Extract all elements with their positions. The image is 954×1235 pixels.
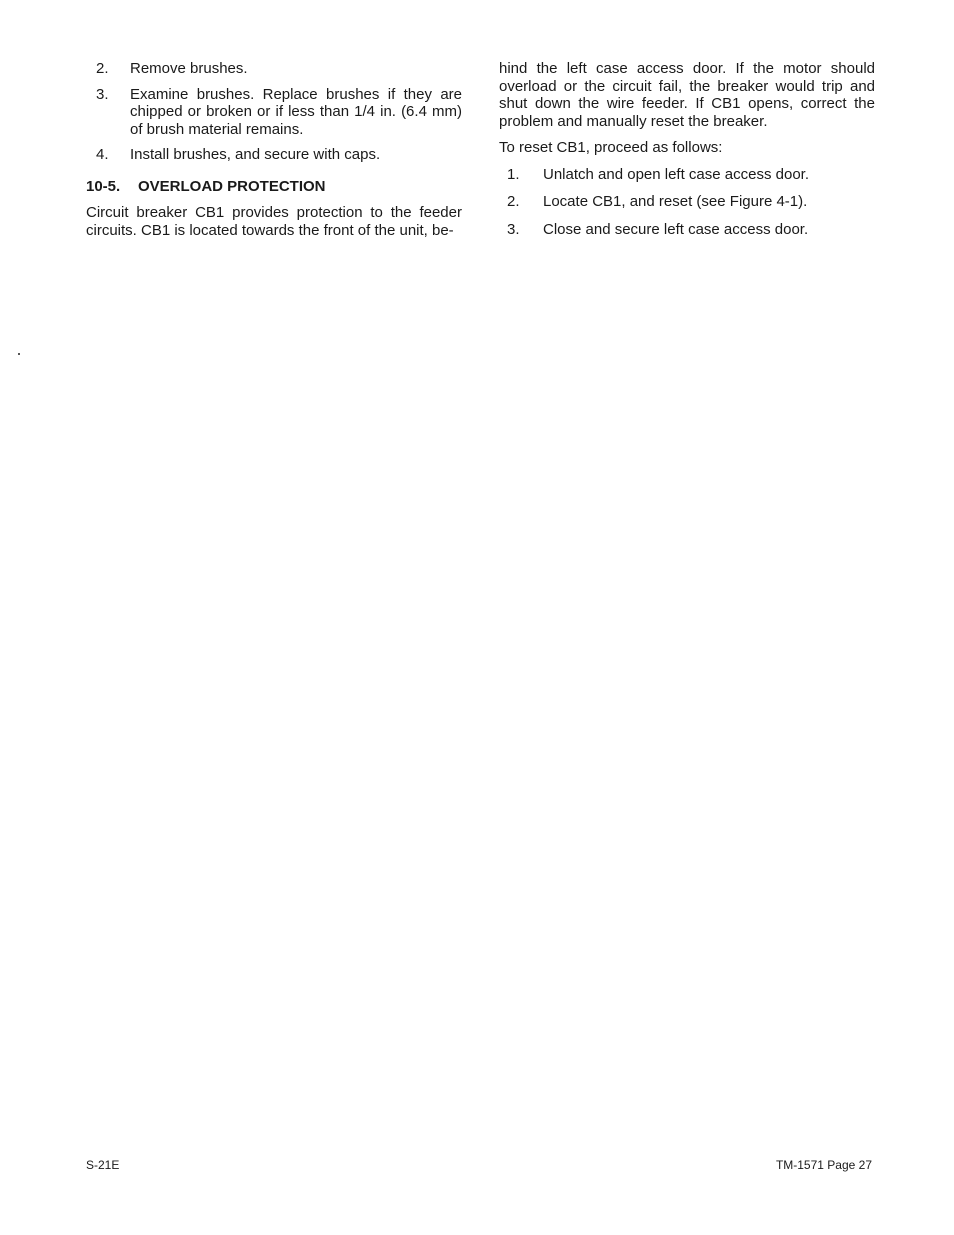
left-column <box>86 60 462 248</box>
step-item <box>499 166 875 184</box>
section-heading <box>86 178 462 196</box>
step-item <box>499 221 875 239</box>
step-item <box>86 146 462 164</box>
step-text: Close and secure left case access door. <box>543 220 809 238</box>
step-number: 2. <box>96 60 109 77</box>
step-number: 2. <box>507 193 520 210</box>
footer-left-code: S-21E <box>86 1158 120 1172</box>
right-column <box>499 60 875 248</box>
section-title: OVERLOAD PROTECTION <box>138 177 326 195</box>
step-number: 3. <box>96 85 109 103</box>
step-item <box>86 60 462 78</box>
body-paragraph: hind the left case access door. If the motor should overload or the circuit fail, the breaker would trip and shut down the wire feeder. If CB1 opens, correct the problem and manually reset the breaker. <box>499 60 875 130</box>
step-item <box>499 193 875 211</box>
step-number: 1. <box>507 165 520 183</box>
step-text: Remove brushes. <box>130 60 248 77</box>
step-text: Locate CB1, and reset (see Figure 4-1). <box>543 193 808 210</box>
step-number: 4. <box>96 146 109 163</box>
step-text: Unlatch and open left case access door. <box>543 165 810 183</box>
reset-steps <box>499 166 875 239</box>
step-number: 3. <box>507 220 520 238</box>
body-paragraph: Circuit breaker CB1 provides protection to the feeder circuits. CB1 is located towards the front of the unit, be- <box>86 204 462 239</box>
step-text: Install brushes, and secure with caps. <box>130 146 381 163</box>
footer-page-number: TM-1571 Page 27 <box>775 1158 872 1172</box>
step-text: Examine brushes. Replace brushes if they are chipped or broken or if less than 1/4 in. (6.4 mm) of brush material remains. <box>130 85 462 138</box>
intro-text: To reset CB1, proceed as follows: <box>499 139 723 156</box>
step-item <box>86 86 462 139</box>
section-number: 10-5. <box>86 177 121 195</box>
scan-speck <box>18 353 20 355</box>
